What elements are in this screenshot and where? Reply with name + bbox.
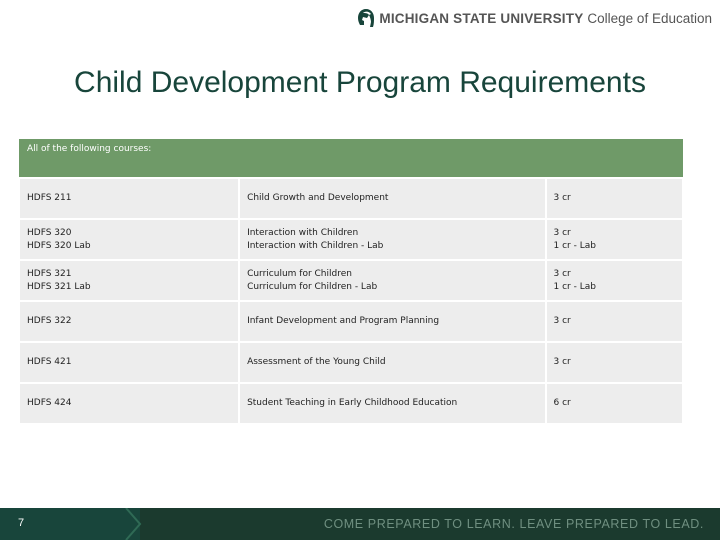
course-title-cell <box>239 342 545 383</box>
course-title: Infant Development and Program Planning <box>247 316 440 326</box>
course-code: HDFS 211 <box>27 193 72 203</box>
footer-bar <box>0 508 720 540</box>
spartan-helmet-icon <box>357 8 375 28</box>
course-code: HDFS 424 <box>27 398 72 408</box>
course-credits-lab: 1 cr - Lab <box>553 240 596 251</box>
table-row <box>19 260 683 301</box>
course-credits-lab: 1 cr - Lab <box>553 281 596 292</box>
course-code-lab: HDFS 320 Lab <box>27 240 91 251</box>
course-code: HDFS 322 <box>27 316 72 326</box>
course-title-cell <box>239 383 545 424</box>
footer-tagline: COME PREPARED TO LEARN. LEAVE PREPARED TO LEAD. <box>323 517 704 531</box>
table-row <box>19 383 683 424</box>
course-credits: 3 cr <box>553 193 571 203</box>
course-title: Assessment of the Young Child <box>247 357 386 367</box>
table-header: All of the following courses: <box>19 139 683 178</box>
course-title-cell <box>239 301 545 342</box>
course-credits-cell <box>546 383 683 424</box>
course-credits: 3 cr <box>553 357 571 367</box>
course-code-cell <box>19 342 239 383</box>
table-row <box>19 219 683 260</box>
table-row <box>19 178 683 219</box>
course-credits-cell <box>546 178 683 219</box>
course-credits: 3 cr <box>553 268 571 279</box>
course-code: HDFS 321 <box>27 268 72 279</box>
chevron-right-icon <box>118 508 144 540</box>
course-title-cell <box>239 219 545 260</box>
course-title: Curriculum for Children <box>247 268 352 279</box>
course-title: Student Teaching in Early Childhood Education <box>247 398 458 408</box>
course-code-cell <box>19 301 239 342</box>
course-credits: 3 cr <box>553 316 571 326</box>
logo-university-name: MICHIGAN STATE UNIVERSITY <box>379 10 584 26</box>
course-code-lab: HDFS 321 Lab <box>27 281 91 292</box>
course-credits: 3 cr <box>553 227 571 238</box>
course-title: Interaction with Children <box>247 227 359 238</box>
course-title-lab: Interaction with Children - Lab <box>247 240 384 251</box>
footer-tagline-bar <box>132 508 720 540</box>
table-row <box>19 301 683 342</box>
msu-logo <box>357 6 712 30</box>
course-credits-cell <box>546 219 683 260</box>
course-title-cell <box>239 260 545 301</box>
course-code: HDFS 320 <box>27 227 72 238</box>
course-credits-cell <box>546 301 683 342</box>
course-code-cell <box>19 260 239 301</box>
course-code-cell <box>19 383 239 424</box>
logo-college-name: College of Education <box>587 10 712 26</box>
course-code-cell <box>19 219 239 260</box>
course-title-lab: Curriculum for Children - Lab <box>247 281 378 292</box>
course-title-cell <box>239 178 545 219</box>
course-credits: 6 cr <box>553 398 571 408</box>
page-number: 7 <box>18 517 25 529</box>
course-credits-cell <box>546 342 683 383</box>
table-header-row <box>19 139 683 178</box>
requirements-table <box>18 139 684 425</box>
table-row <box>19 342 683 383</box>
course-title: Child Growth and Development <box>247 193 389 203</box>
course-code-cell <box>19 178 239 219</box>
page-title: Child Development Program Requirements <box>74 66 646 99</box>
course-credits-cell <box>546 260 683 301</box>
course-code: HDFS 421 <box>27 357 72 367</box>
